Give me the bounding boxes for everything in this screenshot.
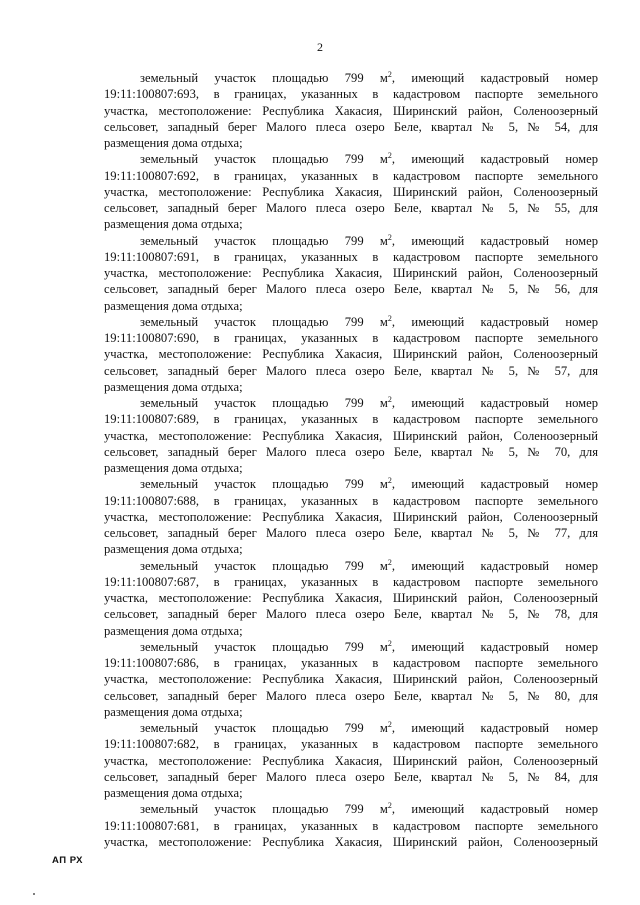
land-plot-paragraph (104, 558, 598, 639)
paragraph-text-part: , имеющий кадастровый номер (391, 721, 598, 735)
paragraph-line: размещения дома отдыха; (104, 461, 243, 475)
paragraph-line: 19:11:100807:682, в границах, указанных в кадастровом паспорте земельного (104, 737, 598, 752)
land-plot-paragraph (104, 801, 598, 850)
paragraph-line: сельсовет, западный берег Малого плеса озеро Беле, квартал № 5, № 78, для (104, 607, 598, 622)
paragraph-text-part: , имеющий кадастровый номер (391, 396, 598, 410)
land-plot-paragraph (104, 720, 598, 801)
paragraph-text-part: , имеющий кадастровый номер (391, 152, 598, 167)
paragraph-line: 19:11:100807:689, в границах, указанных в кадастровом паспорте земельного (104, 412, 598, 427)
paragraph-line: размещения дома отдыха; (104, 217, 243, 232)
paragraph-line: сельсовет, западный берег Малого плеса озеро Беле, квартал № 5, № 70, для (104, 444, 598, 459)
document-body (104, 70, 598, 850)
land-plot-paragraph (104, 639, 598, 720)
land-plot-paragraph (104, 476, 598, 557)
paragraph-line: сельсовет, западный берег Малого плеса озеро Беле, квартал № 5, № 56, для (104, 282, 598, 297)
paragraph-text-part: , имеющий кадастровый номер (391, 558, 598, 573)
paragraph-text-part: земельный участок площадью 799 м (140, 558, 388, 573)
paragraph-line: участка, местоположение: Республика Хакасия, Ширинский район, Соленоозерный (104, 509, 598, 524)
paragraph-line: размещения дома отдыха; (104, 786, 243, 800)
paragraph-line (104, 476, 598, 492)
paragraph-line: участка, местоположение: Республика Хакасия, Ширинский район, Соленоозерный (104, 184, 598, 199)
paragraph-text-part: земельный участок площадью 799 м (140, 71, 388, 85)
paragraph-line: 19:11:100807:690, в границах, указанных в кадастровом паспорте земельного (104, 331, 598, 345)
paragraph-line: размещения дома отдыха; (104, 379, 243, 394)
paragraph-line: 19:11:100807:691, в границах, указанных в кадастровом паспорте земельного (104, 249, 598, 264)
paragraph-text-part: земельный участок площадью 799 м (140, 639, 388, 654)
paragraph-line: участка, местоположение: Республика Хакасия, Ширинский район, Соленоозерный (104, 347, 598, 362)
paragraph-line: сельсовет, западный берег Малого плеса озеро Беле, квартал № 5, № 54, для (104, 119, 598, 134)
paragraph-line: сельсовет, западный берег Малого плеса озеро Беле, квартал № 5, № 84, для (104, 769, 598, 784)
paragraph-line: 19:11:100807:686, в границах, указанных в кадастровом паспорте земельного (104, 656, 598, 670)
land-plot-paragraph (104, 70, 598, 151)
paragraph-line: 19:11:100807:687, в границах, указанных в кадастровом паспорте земельного (104, 574, 598, 589)
area-unit-superscript: 2 (387, 801, 392, 811)
paragraph-line: участка, местоположение: Республика Хакасия, Ширинский район, Соленоозерный (104, 266, 598, 280)
paragraph-line (104, 558, 598, 574)
paragraph-line: 19:11:100807:693, в границах, указанных в кадастровом паспорте земельного (104, 87, 598, 102)
paragraph-line: сельсовет, западный берег Малого плеса озеро Беле, квартал № 5, № 77, для (104, 526, 598, 540)
paragraph-line (104, 801, 598, 817)
paragraph-text-part: земельный участок площадью 799 м (140, 721, 388, 735)
paragraph-line: участка, местоположение: Республика Хакасия, Ширинский район, Соленоозерный (104, 103, 598, 118)
paragraph-text-part: , имеющий кадастровый номер (391, 71, 598, 85)
paragraph-line: участка, местоположение: Республика Хакасия, Ширинский район, Соленоозерный (104, 428, 598, 443)
paragraph-text-part: , имеющий кадастровый номер (391, 233, 598, 248)
paragraph-text-part: земельный участок площадью 799 м (140, 314, 388, 329)
paragraph-line: сельсовет, западный берег Малого плеса озеро Беле, квартал № 5, № 80, для (104, 688, 598, 703)
paragraph-line: 19:11:100807:692, в границах, указанных в кадастровом паспорте земельного (104, 168, 598, 183)
area-unit-superscript: 2 (387, 232, 392, 242)
paragraph-line: участка, местоположение: Республика Хакасия, Ширинский район, Соленоозерный (104, 753, 598, 768)
paragraph-text-part: земельный участок площадью 799 м (140, 152, 388, 167)
area-unit-superscript: 2 (387, 476, 392, 486)
paragraph-line (104, 639, 598, 655)
paragraph-line (104, 151, 598, 167)
paragraph-line (104, 395, 598, 411)
page-number: 2 (317, 40, 323, 54)
paragraph-line: сельсовет, западный берег Малого плеса озеро Беле, квартал № 5, № 57, для (104, 363, 598, 378)
paragraph-text-part: , имеющий кадастровый номер (391, 477, 598, 492)
paragraph-line (104, 233, 598, 249)
scan-speck (33, 893, 35, 895)
paragraph-text-part: , имеющий кадастровый номер (391, 802, 598, 817)
paragraph-line: 19:11:100807:688, в границах, указанных в кадастровом паспорте земельного (104, 493, 598, 508)
paragraph-line: 19:11:100807:681, в границах, указанных в кадастровом паспорте земельного (104, 818, 598, 833)
land-plot-paragraph (104, 395, 598, 476)
paragraph-line: сельсовет, западный берег Малого плеса озеро Беле, квартал № 5, № 55, для (104, 201, 598, 215)
paragraph-line: участка, местоположение: Республика Хакасия, Ширинский район, Соленоозерный (104, 672, 598, 687)
paragraph-text-part: , имеющий кадастровый номер (391, 314, 598, 329)
area-unit-superscript: 2 (387, 395, 392, 404)
paragraph-line: размещения дома отдыха; (104, 704, 243, 719)
paragraph-text-part: земельный участок площадью 799 м (140, 802, 388, 817)
footer-mark: АП РХ (52, 855, 84, 866)
paragraph-text-part: земельный участок площадью 799 м (140, 477, 388, 492)
paragraph-line: участка, местоположение: Республика Хакасия, Ширинский район, Соленоозерный (104, 834, 598, 849)
area-unit-superscript: 2 (387, 638, 392, 648)
paragraph-text-part: земельный участок площадью 799 м (140, 233, 388, 248)
paragraph-text-part: , имеющий кадастровый номер (391, 639, 598, 654)
area-unit-superscript: 2 (387, 70, 392, 79)
paragraph-line (104, 70, 598, 86)
paragraph-line: размещения дома отдыха; (104, 542, 243, 557)
land-plot-paragraph (104, 233, 598, 314)
paragraph-line (104, 314, 598, 330)
paragraph-line: размещения дома отдыха; (104, 136, 243, 150)
paragraph-line (104, 720, 598, 736)
paragraph-text-part: земельный участок площадью 799 м (140, 396, 388, 410)
paragraph-line: участка, местоположение: Республика Хакасия, Ширинский район, Соленоозерный (104, 591, 598, 605)
area-unit-superscript: 2 (387, 557, 392, 567)
land-plot-paragraph (104, 151, 598, 232)
area-unit-superscript: 2 (387, 151, 392, 161)
area-unit-superscript: 2 (387, 720, 392, 729)
paragraph-line: размещения дома отдыха; (104, 623, 243, 638)
paragraph-line: размещения дома отдыха; (104, 298, 243, 313)
land-plot-paragraph (104, 314, 598, 395)
area-unit-superscript: 2 (387, 313, 392, 323)
